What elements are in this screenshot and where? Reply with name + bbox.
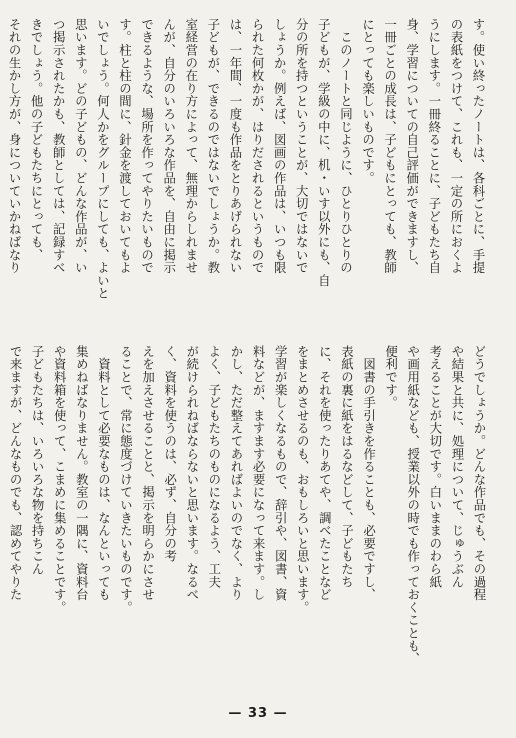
text-line: 料などが、ますます必要になって来ます。し (251, 345, 267, 601)
text-line: をまとめさせるのも、おもしろいと思います。 (295, 345, 311, 614)
text-line: かし、ただ整えてあればよいのでなく、より (228, 345, 244, 601)
text-line: 子どもたちは、いろいろな物を持ちこん (30, 345, 46, 576)
text-line: 身、学習についての自己評価ができますし、 (404, 18, 420, 274)
text-line: つ掲示されたかも、教師としては、記録すべ (51, 18, 67, 274)
text-line: や画用紙なども、授業以外の時でも作っておくことも、 (405, 345, 421, 665)
text-line: えを加えさせることと、掲示を明らかにさせ (140, 345, 156, 601)
text-line: ることで、常に態度づけていきたいものです。 (118, 345, 134, 614)
text-line: どうでしょうか。どんな作品でも、その過程 (472, 345, 487, 601)
text-line: 分の所を持つということが、大切ではないで (294, 18, 310, 274)
text-line: このノートと同じように、ひとりひとりの (338, 18, 354, 274)
text-line: 集めねばなりません。教室の一隅に、資料台 (74, 345, 90, 601)
text-line: 便利です。 (383, 345, 399, 409)
text-line: 一冊ごとの成長は、子どもにとっても、教師 (382, 18, 398, 274)
text-line: うにします。一冊終ることに、子どもたち自 (426, 18, 442, 274)
lower-text-block (8, 345, 490, 690)
text-line: す。柱と柱の間に、針金を渡しておいてもよ (117, 18, 133, 274)
text-line: 子どもが、学級の中に、机・いす以外にも、自 (316, 18, 332, 287)
text-line: 子どもが、できるのではないでしょうか。教 (205, 18, 221, 274)
text-line: く、資料を使うのは、必ず、自分の考 (162, 345, 178, 563)
text-line: は、一年間、一度も作品をとりあげられない (227, 18, 243, 274)
text-line: きでしょう。他の子どもたちにとっても、 (29, 18, 45, 262)
text-line: に、それを使ったりあてや、調べたことなど (317, 345, 333, 601)
text-line: 図書の手引きを作ることも、必要ですし、 (361, 345, 377, 601)
text-line: られた何枚かが、はりだされるというもので (250, 18, 266, 274)
text-line: んが、自分のいろいろな作品を、自由に掲示 (161, 18, 177, 274)
page-number: — 33 — (228, 706, 288, 721)
text-line: や資料箱を使って、こまめに集めることです。 (52, 345, 68, 614)
upper-text-block (7, 18, 489, 331)
text-line: 思います。どの子どもの、どんな作品が、い (73, 18, 89, 274)
text-line: 室経営の在り方によって、無理からしれませ (183, 18, 199, 274)
text-line: 考えることが大切です。白いままのわら紙 (427, 345, 443, 589)
text-line: できるような、場所を作ってやりたいもので (139, 18, 155, 274)
text-line: それの生かし方が、身についていかねばなり (7, 18, 23, 274)
text-line: 学習が楽しくなるもので、辞引や、図書、資 (273, 345, 289, 601)
text-line: す。使い終ったノートは、各科ごとに、手提 (471, 18, 486, 274)
text-line: にとっても楽しいものです。 (360, 18, 376, 185)
text-line: しょうか。例えば、図画の作品は、いつも限 (272, 18, 288, 274)
text-line: 資料として必要なものは、なんといっても (96, 345, 112, 601)
text-line: よく、子どもたちのものになるよう、工夫 (206, 345, 222, 589)
text-line: いでしょう。何人かをグループにしても、よいと (95, 18, 111, 300)
text-line: が続けられねばならないと思います。なるべ (184, 345, 200, 601)
text-line: で来ますが、どんなものでも、認めてやりた (8, 345, 24, 601)
text-line: の表紙をつけて、これも、一定の所におくよ (448, 18, 464, 274)
text-line: や結果と共に、処理について、じゅうぶん (449, 345, 465, 589)
text-line: 表紙の裏に紙をはるなどして、子どもたち (339, 345, 355, 589)
